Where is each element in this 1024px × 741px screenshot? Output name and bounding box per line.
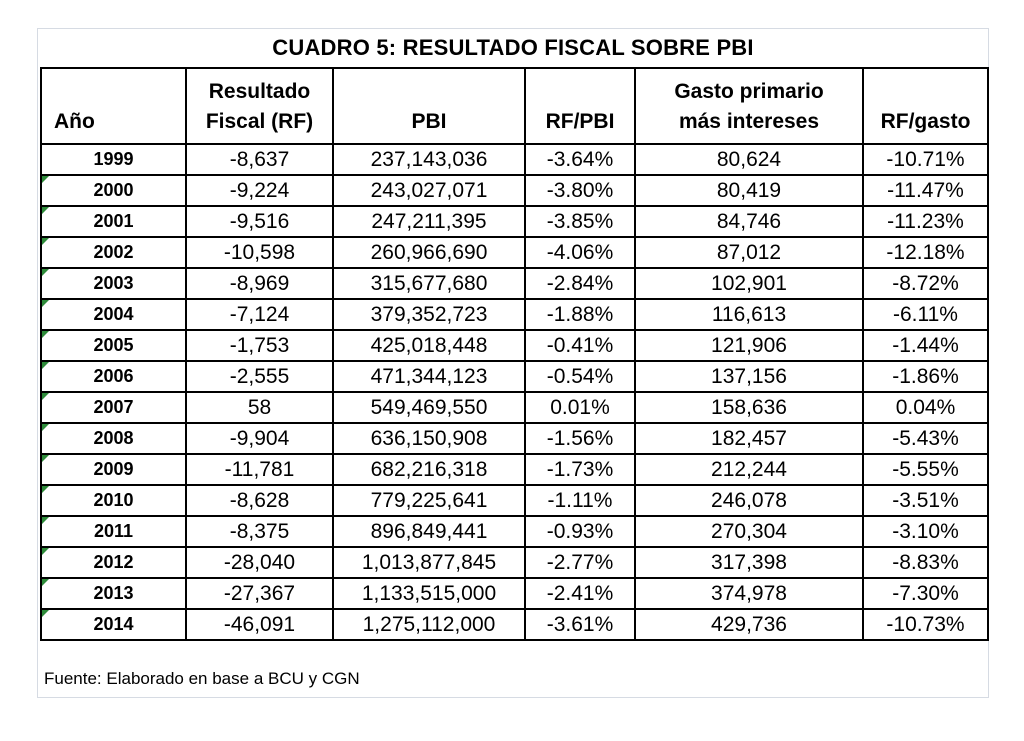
- fiscal-table: [40, 67, 989, 641]
- cell-text: -27,367: [223, 582, 296, 605]
- table-row: [41, 206, 988, 237]
- header-gasto-line2: más intereses: [678, 110, 820, 133]
- cell-text: -2.41%: [546, 582, 614, 605]
- cell-text: -11.23%: [887, 210, 964, 233]
- cell-rf-pbi: [525, 516, 635, 547]
- table-row: [41, 268, 988, 299]
- cell-rf: [186, 361, 333, 392]
- cell-marker-icon: [42, 331, 49, 338]
- cell-marker-icon: [42, 362, 49, 369]
- header-rf: [186, 68, 333, 144]
- cell-marker-icon: [42, 486, 49, 493]
- cell-rf-gasto: [863, 392, 988, 423]
- cell-gasto: [635, 392, 863, 423]
- cell-text: -9,224: [229, 179, 290, 202]
- cell-marker-icon: [42, 579, 49, 586]
- cell-text: -4.06%: [546, 241, 614, 264]
- cell-text: 1,013,877,845: [361, 551, 497, 574]
- cell-rf-pbi: [525, 268, 635, 299]
- cell-text: -7.30%: [892, 582, 959, 605]
- cell-rf: [186, 423, 333, 454]
- cell-text: 2006: [93, 366, 134, 386]
- cell-text: -3.80%: [546, 179, 614, 202]
- cell-text: 270,304: [711, 520, 787, 543]
- cell-text: -9,904: [229, 427, 290, 450]
- cell-year: [41, 361, 186, 392]
- cell-pbi: [333, 516, 525, 547]
- cell-text: -5.55%: [892, 458, 959, 481]
- cell-rf-pbi: [525, 144, 635, 175]
- cell-rf-gasto: [863, 454, 988, 485]
- cell-year: [41, 175, 186, 206]
- cell-text: 779,225,641: [370, 489, 488, 512]
- cell-year: [41, 392, 186, 423]
- cell-rf-gasto: [863, 578, 988, 609]
- cell-text: -3.61%: [546, 613, 614, 636]
- cell-text: -0.41%: [546, 334, 614, 357]
- cell-text: 237,143,036: [370, 148, 488, 171]
- cell-text: 2013: [93, 583, 134, 603]
- cell-text: -1.86%: [892, 365, 959, 388]
- cell-rf-gasto: [863, 330, 988, 361]
- cell-rf-gasto: [863, 206, 988, 237]
- cell-gasto: [635, 485, 863, 516]
- cell-pbi: [333, 547, 525, 578]
- table-title: CUADRO 5: RESULTADO FISCAL SOBRE PBI: [272, 35, 754, 60]
- cell-text: 2014: [93, 614, 134, 634]
- cell-text: 2012: [93, 552, 134, 572]
- cell-rf-gasto: [863, 361, 988, 392]
- header-gasto-line1: Gasto primario: [674, 80, 824, 103]
- cell-text: -46,091: [223, 613, 296, 636]
- cell-text: 1,133,515,000: [361, 582, 497, 605]
- cell-text: 0.01%: [550, 396, 610, 419]
- cell-text: 2010: [93, 490, 134, 510]
- cell-pbi: [333, 609, 525, 640]
- cell-text: -6.11%: [893, 303, 958, 326]
- cell-rf-gasto: [863, 423, 988, 454]
- cell-text: 2002: [93, 242, 134, 262]
- cell-marker-icon: [42, 300, 49, 307]
- cell-rf-pbi: [525, 330, 635, 361]
- cell-text: 425,018,448: [370, 334, 488, 357]
- cell-text: -1.88%: [546, 303, 614, 326]
- cell-text: 87,012: [716, 241, 782, 264]
- cell-gasto: [635, 144, 863, 175]
- cell-text: 80,419: [716, 179, 782, 202]
- cell-text: -11,781: [224, 458, 295, 481]
- cell-pbi: [333, 392, 525, 423]
- cell-rf: [186, 578, 333, 609]
- cell-text: 102,901: [711, 272, 787, 295]
- cell-text: -8.72%: [892, 272, 959, 295]
- table-sheet: [37, 28, 989, 698]
- cell-text: 1,275,112,000: [362, 613, 496, 636]
- cell-pbi: [333, 144, 525, 175]
- cell-text: 246,078: [711, 489, 787, 512]
- cell-text: 2004: [93, 304, 134, 324]
- header-rf-line2: Fiscal (RF): [205, 110, 314, 133]
- cell-text: 0.04%: [895, 396, 956, 419]
- cell-year: [41, 485, 186, 516]
- cell-text: 2008: [93, 428, 134, 448]
- header-rf-pbi: RF/PBI: [525, 68, 635, 144]
- cell-marker-icon: [42, 238, 49, 245]
- cell-text: 2000: [93, 180, 134, 200]
- table-row: [41, 299, 988, 330]
- table-row: [41, 423, 988, 454]
- cell-pbi: [333, 423, 525, 454]
- table-row: [41, 485, 988, 516]
- cell-text: 374,978: [711, 582, 787, 605]
- header-row: [41, 68, 988, 144]
- cell-rf: [186, 609, 333, 640]
- cell-text: 58: [247, 396, 272, 419]
- cell-text: 471,344,123: [370, 365, 488, 388]
- cell-rf-gasto: [863, 237, 988, 268]
- cell-text: -1.56%: [546, 427, 614, 450]
- cell-rf: [186, 206, 333, 237]
- cell-rf-gasto: [863, 268, 988, 299]
- table-row: [41, 609, 988, 640]
- cell-rf-pbi: [525, 392, 635, 423]
- cell-text: 84,746: [716, 210, 782, 233]
- table-row: [41, 361, 988, 392]
- cell-rf-pbi: [525, 423, 635, 454]
- cell-gasto: [635, 547, 863, 578]
- table-row: [41, 175, 988, 206]
- cell-rf-gasto: [863, 144, 988, 175]
- cell-text: -1,753: [229, 334, 290, 357]
- cell-rf: [186, 299, 333, 330]
- cell-text: -1.11%: [547, 489, 613, 512]
- cell-text: 2009: [93, 459, 134, 479]
- cell-year: [41, 330, 186, 361]
- cell-text: 2001: [93, 211, 134, 231]
- cell-text: 317,398: [711, 551, 787, 574]
- cell-year: [41, 423, 186, 454]
- cell-text: -3.64%: [546, 148, 614, 171]
- cell-gasto: [635, 516, 863, 547]
- cell-text: 1999: [93, 149, 134, 169]
- cell-text: -1.73%: [546, 458, 614, 481]
- cell-year: [41, 578, 186, 609]
- cell-text: -3.85%: [546, 210, 614, 233]
- table-row: [41, 237, 988, 268]
- cell-pbi: [333, 206, 525, 237]
- cell-text: -12.18%: [886, 241, 965, 264]
- cell-year: [41, 547, 186, 578]
- cell-pbi: [333, 268, 525, 299]
- header-rf-line1: Resultado: [208, 80, 311, 103]
- cell-text: -9,516: [229, 210, 290, 233]
- cell-gasto: [635, 175, 863, 206]
- cell-text: -8.83%: [892, 551, 959, 574]
- cell-text: -0.93%: [546, 520, 614, 543]
- cell-text: 121,906: [711, 334, 787, 357]
- cell-marker-icon: [42, 455, 49, 462]
- cell-rf: [186, 516, 333, 547]
- cell-gasto: [635, 330, 863, 361]
- cell-text: -7,124: [229, 303, 290, 326]
- cell-pbi: [333, 485, 525, 516]
- cell-text: 379,352,723: [370, 303, 488, 326]
- cell-pbi: [333, 454, 525, 485]
- cell-pbi: [333, 361, 525, 392]
- cell-rf-pbi: [525, 237, 635, 268]
- cell-rf-gasto: [863, 516, 988, 547]
- cell-marker-icon: [42, 393, 49, 400]
- cell-marker-icon: [42, 610, 49, 617]
- cell-rf-pbi: [525, 609, 635, 640]
- cell-gasto: [635, 423, 863, 454]
- cell-year: [41, 237, 186, 268]
- cell-year: [41, 609, 186, 640]
- table-row: [41, 454, 988, 485]
- cell-rf: [186, 485, 333, 516]
- cell-rf-pbi: [525, 578, 635, 609]
- cell-gasto: [635, 299, 863, 330]
- cell-gasto: [635, 609, 863, 640]
- header-year: Año: [41, 68, 186, 144]
- cell-text: 2007: [93, 397, 134, 417]
- cell-pbi: [333, 578, 525, 609]
- table-row: [41, 578, 988, 609]
- cell-pbi: [333, 299, 525, 330]
- cell-rf-pbi: [525, 175, 635, 206]
- cell-text: 429,736: [711, 613, 787, 636]
- cell-text: 2005: [93, 335, 134, 355]
- cell-text: -5.43%: [892, 427, 959, 450]
- table-row: [41, 516, 988, 547]
- cell-rf-gasto: [863, 609, 988, 640]
- cell-marker-icon: [42, 207, 49, 214]
- cell-rf-gasto: [863, 547, 988, 578]
- cell-rf-gasto: [863, 299, 988, 330]
- cell-gasto: [635, 206, 863, 237]
- cell-text: 2011: [93, 521, 134, 541]
- cell-text: -2.84%: [546, 272, 614, 295]
- header-pbi: PBI: [333, 68, 525, 144]
- cell-text: -10.73%: [886, 613, 965, 636]
- cell-year: [41, 299, 186, 330]
- cell-text: 137,156: [711, 365, 787, 388]
- cell-marker-icon: [42, 517, 49, 524]
- cell-text: -11.47%: [887, 179, 964, 202]
- cell-marker-icon: [42, 269, 49, 276]
- cell-rf-pbi: [525, 485, 635, 516]
- cell-gasto: [635, 237, 863, 268]
- cell-text: 2003: [93, 273, 134, 293]
- cell-text: 247,211,395: [371, 210, 487, 233]
- cell-text: -2,555: [229, 365, 290, 388]
- cell-year: [41, 268, 186, 299]
- cell-rf: [186, 175, 333, 206]
- cell-text: -8,637: [229, 148, 290, 171]
- cell-pbi: [333, 330, 525, 361]
- cell-marker-icon: [42, 424, 49, 431]
- header-gasto: [635, 68, 863, 144]
- cell-rf-gasto: [863, 485, 988, 516]
- cell-year: [41, 516, 186, 547]
- cell-text: -0.54%: [546, 365, 614, 388]
- source-note: Fuente: Elaborado en base a BCU y CGN: [44, 669, 360, 688]
- cell-text: 212,244: [711, 458, 787, 481]
- cell-year: [41, 144, 186, 175]
- cell-rf-pbi: [525, 361, 635, 392]
- cell-text: 182,457: [711, 427, 787, 450]
- cell-text: -10.71%: [886, 148, 965, 171]
- cell-text: -8,375: [229, 520, 290, 543]
- cell-rf: [186, 330, 333, 361]
- cell-text: 260,966,690: [370, 241, 488, 264]
- cell-pbi: [333, 175, 525, 206]
- cell-rf: [186, 392, 333, 423]
- cell-rf: [186, 144, 333, 175]
- cell-gasto: [635, 268, 863, 299]
- cell-rf-pbi: [525, 454, 635, 485]
- cell-gasto: [635, 578, 863, 609]
- cell-text: 896,849,441: [370, 520, 488, 543]
- cell-text: -2.77%: [546, 551, 614, 574]
- cell-text: -3.10%: [892, 520, 959, 543]
- table-row: [41, 547, 988, 578]
- cell-text: -1.44%: [892, 334, 959, 357]
- cell-rf: [186, 237, 333, 268]
- cell-rf-pbi: [525, 547, 635, 578]
- cell-rf-pbi: [525, 299, 635, 330]
- cell-text: 549,469,550: [370, 396, 488, 419]
- cell-text: -3.51%: [892, 489, 959, 512]
- table-row: [41, 330, 988, 361]
- cell-year: [41, 454, 186, 485]
- cell-rf: [186, 268, 333, 299]
- cell-rf-gasto: [863, 175, 988, 206]
- cell-text: 158,636: [711, 396, 787, 419]
- cell-rf-pbi: [525, 206, 635, 237]
- cell-text: 636,150,908: [370, 427, 488, 450]
- cell-text: 116,613: [711, 303, 787, 326]
- cell-gasto: [635, 454, 863, 485]
- cell-rf: [186, 454, 333, 485]
- cell-rf: [186, 547, 333, 578]
- cell-marker-icon: [42, 548, 49, 555]
- cell-year: [41, 206, 186, 237]
- cell-text: -10,598: [223, 241, 296, 264]
- cell-text: -8,969: [229, 272, 290, 295]
- cell-text: 315,677,680: [370, 272, 488, 295]
- cell-text: -28,040: [223, 551, 296, 574]
- table-row: [41, 144, 988, 175]
- cell-text: 243,027,071: [370, 179, 488, 202]
- cell-marker-icon: [42, 176, 49, 183]
- cell-text: -8,628: [229, 489, 290, 512]
- cell-gasto: [635, 361, 863, 392]
- cell-text: 682,216,318: [370, 458, 488, 481]
- header-rf-gasto: RF/gasto: [863, 68, 988, 144]
- table-row: [41, 392, 988, 423]
- cell-text: 80,624: [716, 148, 782, 171]
- cell-pbi: [333, 237, 525, 268]
